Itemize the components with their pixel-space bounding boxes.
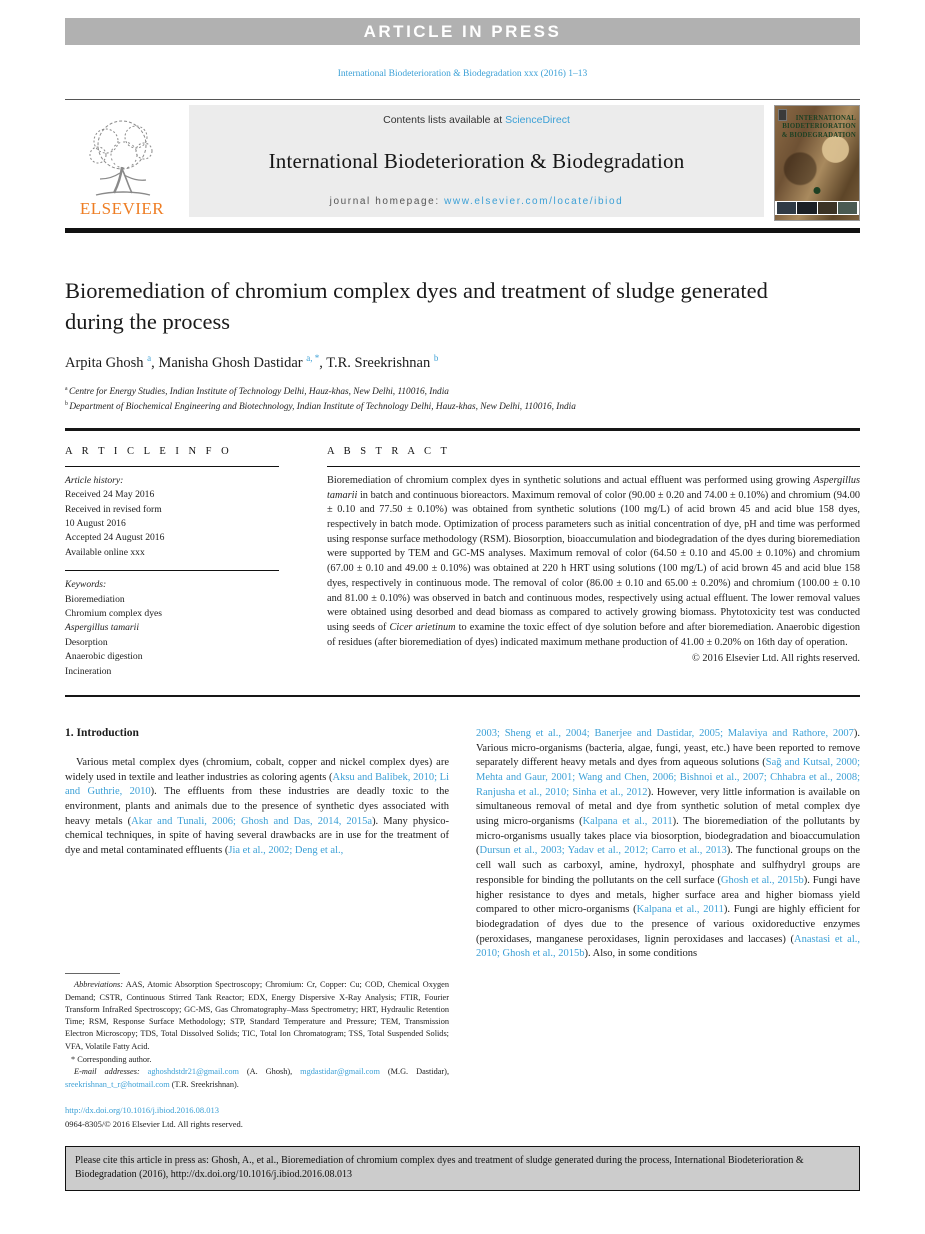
left-column: [65, 727, 449, 1131]
keywords-rule: [65, 570, 279, 571]
please-cite-text: Please cite this article in press as: Ghosh, A., et al., Bioremediation of chromium complex dyes and treatment of sludge generated during the process, International Biodeterioration & Biodegradation (2016), http://dx.doi.org/10.1016/j.ibiod.2016.08.013: [75, 1154, 804, 1181]
affiliation-b: $^b$ Department of Biochemical Engineering and Biotechnology, Indian Institute of Technology Delhi, Hauz-khas, New Delhi, 110016, India: [65, 400, 576, 412]
history-line: Accepted 24 August 2016: [65, 532, 165, 544]
article-info-column: [65, 446, 279, 679]
article-info-heading: A R T I C L E I N F O: [65, 445, 233, 457]
abstract-text: Bioremediation of chromium complex dyes in synthetic solutions and actual effluent was performed using growing Aspergillus tamarii in batch and continuous bioreactors. Maximum removal of color (90.00 ± 0.20 and 74.00 ± 0.10%) and chromium (94.00 ± 0.10 and 77.50 ± 0.10%) was obtained from synthetic solutions (100 mg/L) of acid brown 45 and acid blue 158 dyes, respectively in batch mode. Optimization of process parameters such as initial concentration of dye, pH and time was performed using response surface methodology (RSM). Biosorption, bioaccumulation and biodegradation of the dyes during bioremediation were supported by TEM and GC-MS analyses. Maximum removal of color (64.50 ± 0.10 and 45.00 ± 0.10%) and chromium (67.00 ± 0.10 and 49.00 ± 0.10%) was obtained at 220 h HRT using solutions (100 mg/L) of acid brown 45 and acid blue 158 dyes, respectively in continuous mode. The removal of color (86.00 ± 0.10 and 65.00 ± 0.20%) and chromium (100.00 ± 0.10 and 81.00 ± 0.10%) was observed in batch and continuous modes, respectively using actual effluent. The lower removal values were obtained using desorbed and dead biomass as compared to actively growing biomass. Phytotoxicity test was conducted using seeds of Cicer arietinum to examine the toxic effect of dye solution before and after bioremediation. Anaerobic digestion of residues (after bioremediation of dyes) indicated maximum methane production of 41.00 ± 0.20% on 16th day of operation.: [327, 474, 860, 648]
info-abstract-section: [65, 446, 860, 679]
cover-emblem-icon: [814, 187, 821, 194]
abstract-heading: A B S T R A C T: [327, 445, 451, 457]
journal-homepage-line[interactable]: journal homepage: www.elsevier.com/locate/ibiod: [329, 196, 624, 207]
keyword: Incineration: [65, 665, 112, 677]
footnote-rule: [65, 973, 120, 974]
journal-masthead: [65, 99, 860, 221]
contents-lists-line[interactable]: Contents lists available at ScienceDirect: [383, 114, 570, 126]
info-heading-rule: [65, 466, 279, 467]
corresponding-author-note: * Corresponding author.: [71, 1054, 152, 1064]
introduction-heading: 1. Introduction: [65, 726, 139, 739]
keyword: Desorption: [65, 636, 108, 648]
history-line: 10 August 2016: [65, 518, 126, 530]
keyword: Aspergillus tamarii: [65, 622, 139, 634]
elsevier-wordmark: ELSEVIER: [79, 199, 165, 218]
journal-cover-thumbnail[interactable]: [774, 105, 860, 221]
introduction-paragraph-left: Various metal complex dyes (chromium, cobalt, copper and nickel complex dyes) are widely used in textile and leather industries as coloring agents (Aksu and Balibek, 2010; Li and Guthrie, 2010). The effluents from these industries are deadly toxic to the environment, plants and animals due to the presence of synthetic dyes associated with heavy metals (Akar and Tunali, 2006; Ghosh and Das, 2014, 2015a). Many physico-chemical techniques, in spite of having several drawbacks are in use for the treatment of dye and metal contaminated effluents (Jia et al., 2002; Deng et al.,: [65, 756, 449, 857]
footnote-block: [65, 973, 449, 1131]
article-history-block: [65, 474, 279, 560]
section-bottom-rule: [65, 695, 860, 697]
keyword: Bioremediation: [65, 593, 125, 605]
right-column: [476, 727, 860, 1131]
abstract-copyright: © 2016 Elsevier Ltd. All rights reserved.: [692, 653, 860, 665]
masthead-divider-bar: [65, 228, 860, 233]
banner-text: ARTICLE IN PRESS: [363, 21, 562, 41]
keyword: Chromium complex dyes: [65, 607, 162, 619]
keywords-block: [65, 578, 279, 679]
keyword: Anaerobic digestion: [65, 651, 143, 663]
section-top-rule: [65, 428, 860, 431]
please-cite-box: [65, 1146, 860, 1191]
introduction-block: [65, 727, 449, 859]
email-addresses-note[interactable]: E-mail addresses: aghoshdstdr21@gmail.com (A. Ghosh), mgdastidar@gmail.com (M.G. Dastidar), sreekrishnan_t_r@hotmail.com (T.R. Sreekrishnan).: [65, 1067, 450, 1089]
author-list[interactable]: Arpita Ghosh $^a$, Manisha Ghosh Dastidar $^{a, *}$, T.R. Sreekrishnan $^b$: [65, 353, 439, 371]
abstract-column: [327, 446, 860, 679]
cover-photo-strip: [775, 201, 859, 215]
history-line: Available online xxx: [65, 546, 145, 558]
abbreviations-note: Abbreviations: AAS, Atomic Absorption Spectroscopy; Chromium: Cr, Copper: Cu; COD, Chemical Oxygen Demand; CSTR, Continuous Stirred Tank Reactor; EDX, Energy Dispersive X-Ray Analysis; FTIR, Fourier Transform InfraRed Spectroscopy; GC-MS, Gas Chromatography–Mass Spectrometry; HRT, Hydraulic Retention Time; RSM, Response Surface Methodology; STP, Standard Temperature and Pressure; TEM, Transmission Electron Microscopy; TDS, Total Dissolved Solids; TIC, Total Ion Chromatogram; TSS, Total Suspended Solids; VFA, Volatile Fatty Acid.: [65, 980, 449, 1051]
introduction-paragraph-right: 2003; Sheng et al., 2004; Banerjee and Dastidar, 2005; Malaviya and Rathore, 2007). Various micro-organisms (bacteria, algae, fungi, yeast, etc.) have been reported to remove separately different heavy metals and dyes from aqueous solutions (Sağ and Kutsal, 2000; Mehta and Gaur, 2001; Wang and Chen, 2006; Bishnoi et al., 2007; Chhabra et al., 2008; Ranjusha et al., 2010; Sinha et al., 2012). However, very little information is available on simultaneous removal of metal and dye from synthetic solution of metal complex dye using micro-organisms (Kalpana et al., 2011). The bioremediation of the pollutants by micro-organisms usually takes place via biosorption, biodegradation and bioaccumulation (Dursun et al., 2003; Yadav et al., 2012; Carro et al., 2013). The functional groups on the cell wall such as carboxyl, amine, hydroxyl, phosphate and sulfhydryl groups are responsible for binding the pollutants on the cell surface (Ghosh et al., 2015b). Fungi have higher resistance to dyes and metals, higher surface area and higher biomass yield compared to other micro-organisms (Kalpana et al., 2011). Fungi are highly efficient for biodegradation of dyes due to the presence of various oxidoreductive enzymes (peroxidases, manganese peroxidases, lignin peroxidases and laccases) (Anastasi et al., 2010; Ghosh et al., 2015b). Also, in some conditions: [476, 727, 860, 960]
issn-copyright-line: 0964-8305/© 2016 Elsevier Ltd. All rights reserved.: [65, 1119, 243, 1130]
abstract-heading-rule: [327, 466, 860, 467]
article-body-columns: [65, 727, 860, 1131]
history-label: Article history:: [65, 474, 124, 486]
article-in-press-banner: [65, 18, 860, 45]
doi-link[interactable]: http://dx.doi.org/10.1016/j.ibiod.2016.08.013: [65, 1104, 220, 1115]
history-line: Received 24 May 2016: [65, 489, 155, 501]
cover-title: INTERNATIONAL BIODETERIORATION & BIODEGRADATION: [781, 115, 856, 139]
journal-title: International Biodeterioration & Biodegradation: [268, 148, 685, 173]
journal-citation-line[interactable]: International Biodeterioration & Biodegradation xxx (2016) 1–13: [337, 69, 588, 79]
affiliation-a: $^a$ Centre for Energy Studies, Indian Institute of Technology Delhi, Hauz-khas, New Delhi, 110016, India: [65, 385, 449, 398]
affiliations: [65, 385, 860, 415]
masthead-center-box: [189, 105, 764, 217]
elsevier-logo[interactable]: [65, 105, 179, 221]
history-line: Received in revised form: [65, 503, 162, 515]
elsevier-tree-icon: [76, 117, 168, 197]
article-title: Bioremediation of chromium complex dyes and treatment of sludge generated during the process: [65, 278, 768, 335]
keywords-label: Keywords:: [65, 579, 107, 591]
